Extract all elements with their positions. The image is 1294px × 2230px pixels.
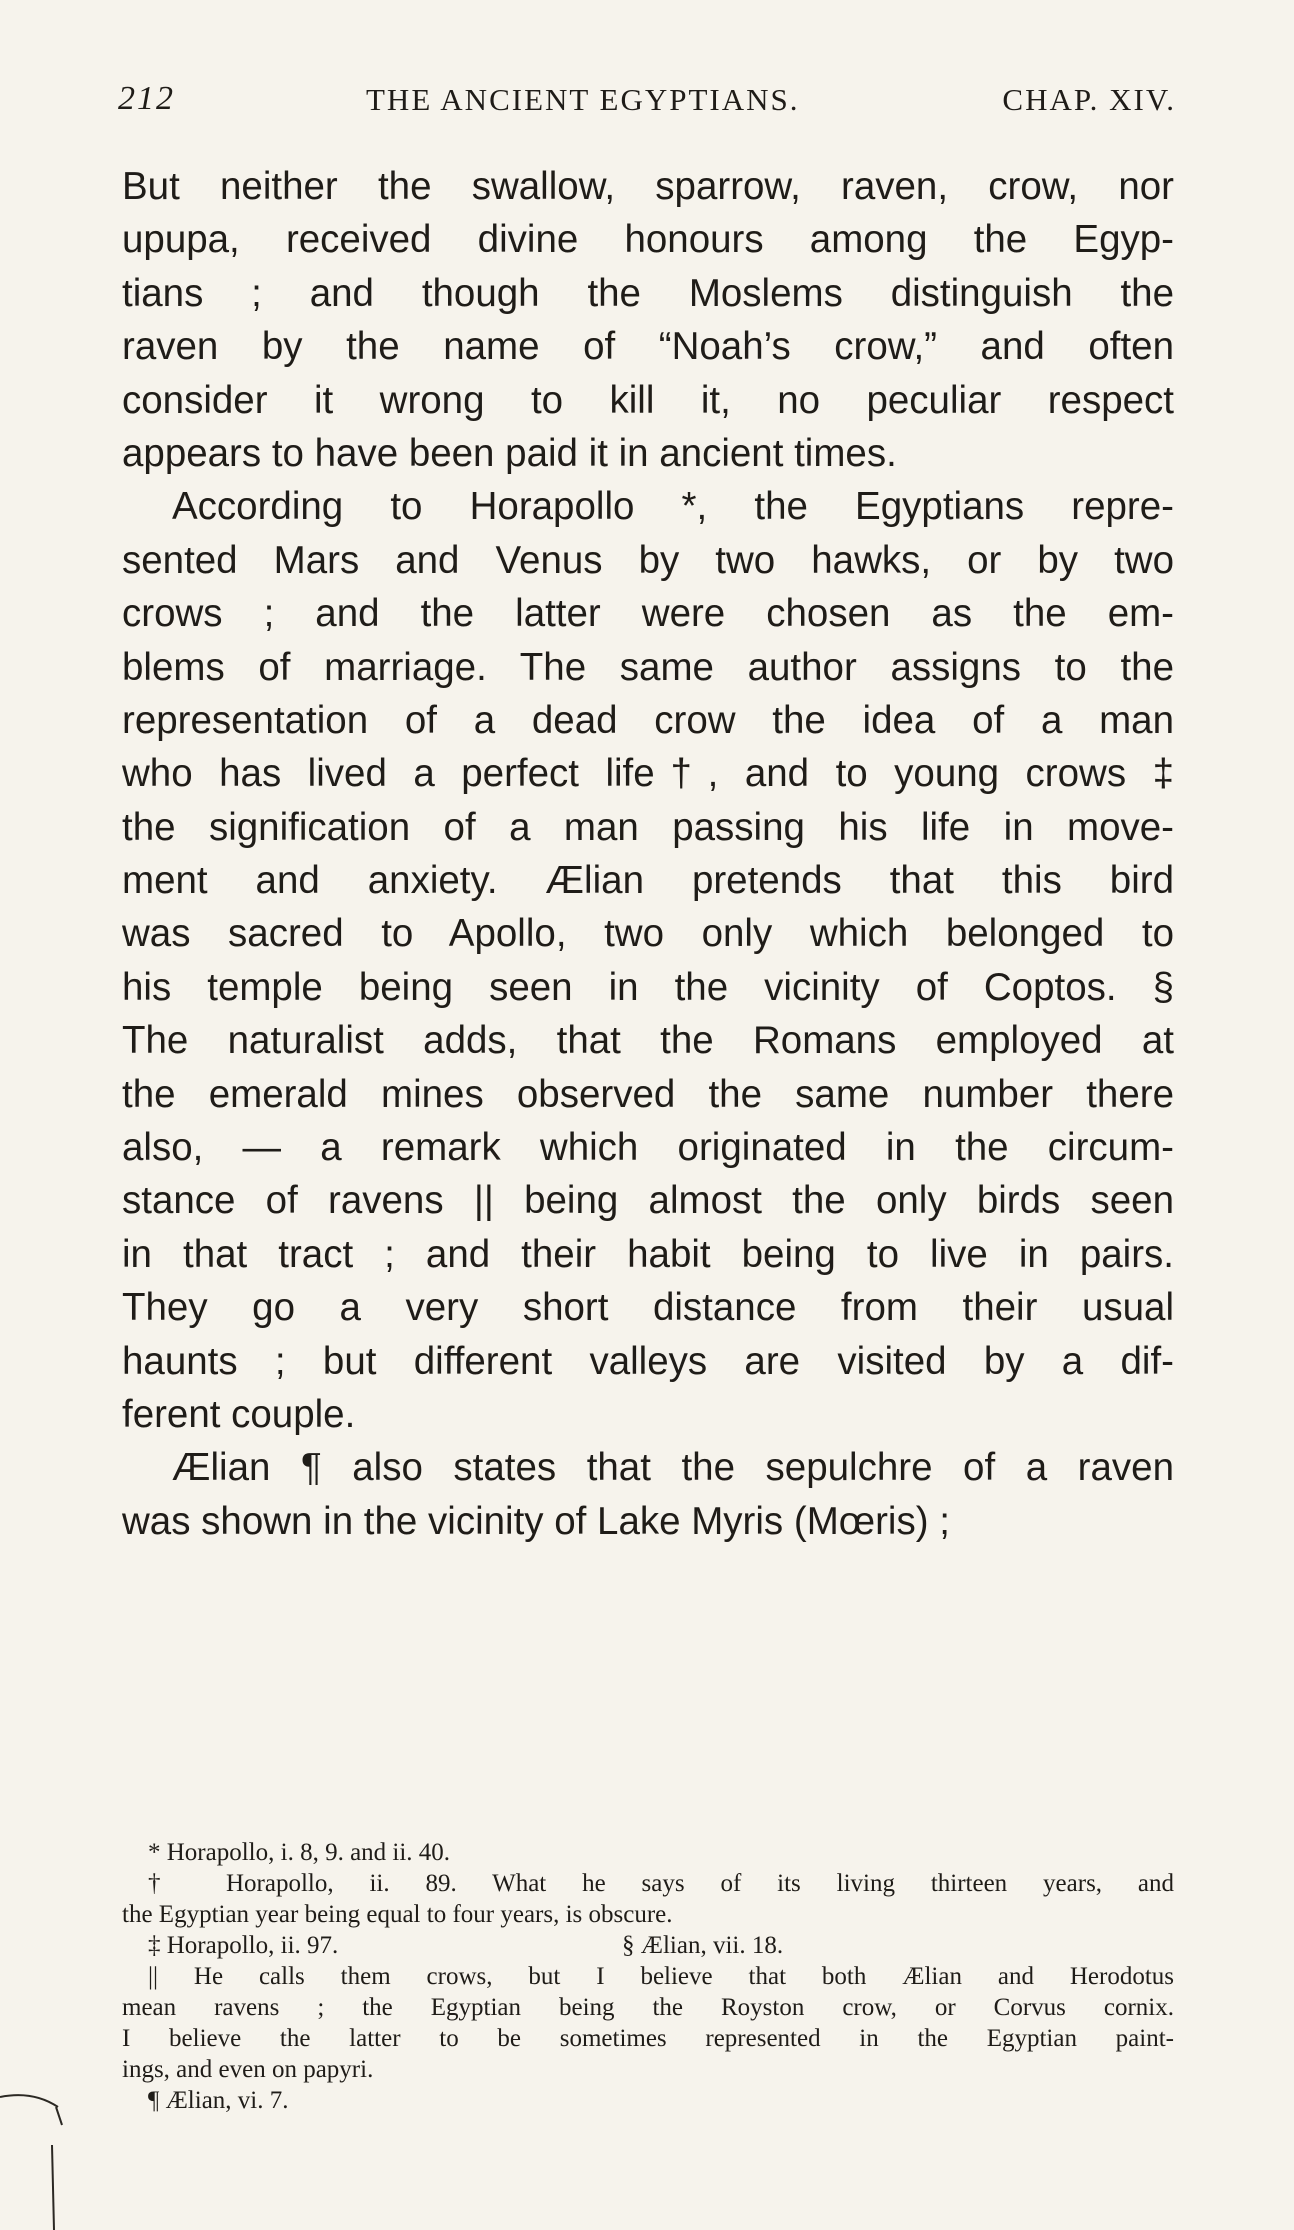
running-head — [118, 80, 1176, 130]
footnote: the Egyptian year being equal to four years, is obscure. — [122, 1901, 673, 1928]
body-line: ferent couple. — [122, 1392, 356, 1436]
footnote: * Horapollo, i. 8, 9. and ii. 40. — [148, 1839, 451, 1866]
body-line: sented Mars and Venus by two hawks, or by two — [122, 538, 1174, 582]
body-line: consider it wrong to kill it, no peculiar respect — [122, 378, 1174, 422]
footnote: ings, and even on papyri. — [122, 2056, 374, 2083]
footnote: I believe the latter to be sometimes represented in the Egyptian paint- — [122, 2025, 1174, 2052]
body-line: in that tract ; and their habit being to live in pairs. — [122, 1232, 1174, 1276]
chapter-label: CHAP. XIV. — [1002, 82, 1176, 117]
page-number: 212 — [118, 80, 175, 117]
body-line: was shown in the vicinity of Lake Myris (Mœris) ; — [122, 1499, 950, 1543]
body-line: his temple being seen in the vicinity of Coptos. § — [122, 965, 1174, 1009]
footnote-pair — [122, 1930, 1174, 1961]
footnote: † Horapollo, ii. 89. What he says of its living thirteen years, and — [148, 1870, 1174, 1897]
footnote: ¶ Ælian, vi. 7. — [148, 2087, 289, 2114]
running-title: THE ANCIENT EGYPTIANS. — [366, 82, 800, 117]
body-line: upupa, received divine honours among the Egyp- — [122, 218, 1174, 262]
body-line: raven by the name of “Noah’s crow,” and often — [122, 325, 1174, 369]
footnote: || He calls them crows, but I believe that both Ælian and Herodotus — [148, 1963, 1174, 1990]
footnote: mean ravens ; the Egyptian being the Royston crow, or Corvus cornix. — [122, 1994, 1174, 2021]
footnote: § Ælian, vii. 18. — [622, 1932, 784, 1959]
body-line: But neither the swallow, sparrow, raven, crow, nor — [122, 165, 1174, 208]
body-line: blems of marriage. The same author assigns to the — [122, 645, 1174, 689]
body-line: tians ; and though the Moslems distinguish the — [122, 271, 1174, 315]
body-line: the signification of a man passing his life in move- — [122, 805, 1174, 849]
body-line: also, — a remark which originated in the circum- — [122, 1126, 1174, 1170]
footnote: ‡ Horapollo, ii. 97. — [148, 1932, 339, 1959]
page-corner-mark — [0, 2085, 70, 2230]
body-line: Ælian ¶ also states that the sepulchre of a raven — [172, 1446, 1174, 1490]
body-line: the emerald mines observed the same number there — [122, 1072, 1174, 1116]
body-line: representation of a dead crow the idea of a man — [122, 698, 1174, 742]
body-line: haunts ; but different valleys are visited by a dif- — [122, 1339, 1174, 1383]
body-line: was sacred to Apollo, two only which belonged to — [122, 912, 1174, 956]
body-text — [122, 160, 1174, 1548]
body-line: They go a very short distance from their usual — [122, 1286, 1174, 1330]
body-line: crows ; and the latter were chosen as the em- — [122, 592, 1174, 636]
footnotes — [122, 1837, 1174, 2116]
body-line: ment and anxiety. Ælian pretends that this bird — [122, 859, 1174, 903]
body-line: stance of ravens || being almost the only birds seen — [122, 1179, 1174, 1223]
body-line: appears to have been paid it in ancient times. — [122, 431, 897, 475]
body-line: The naturalist adds, that the Romans employed at — [122, 1019, 1174, 1063]
body-line: who has lived a perfect life†, and to young crows ‡ — [122, 752, 1174, 796]
body-line: According to Horapollo *, the Egyptians repre- — [172, 485, 1174, 529]
